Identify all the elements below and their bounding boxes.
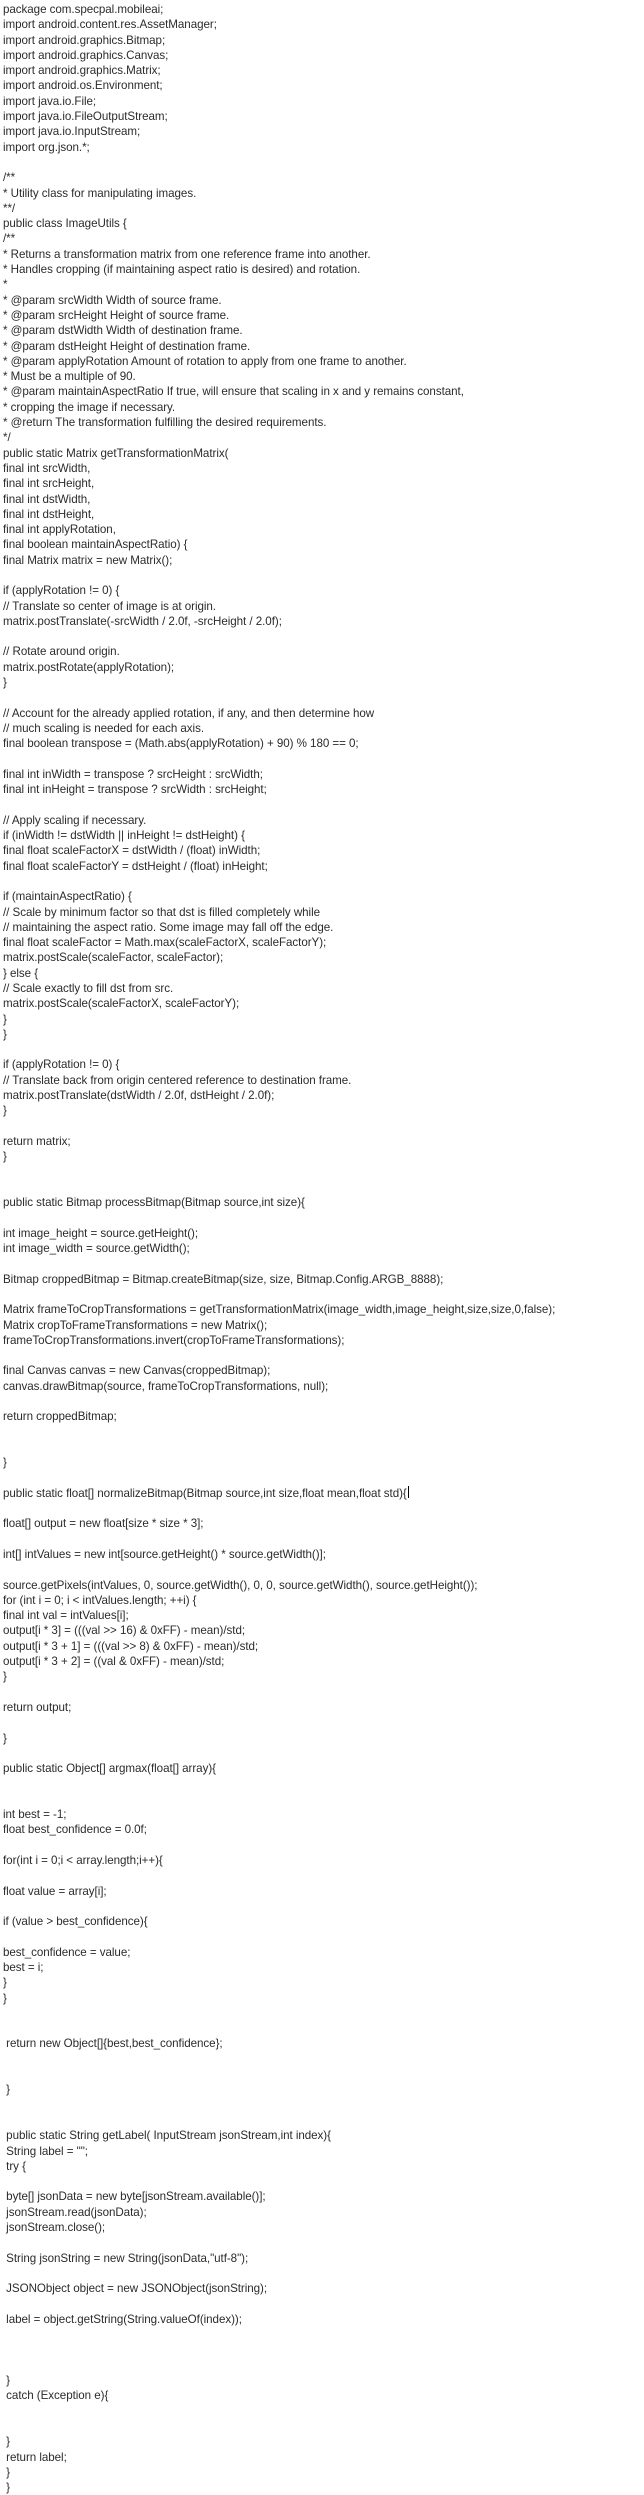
code-line: import android.os.Environment; [3,79,163,93]
blank-line [3,1899,641,1914]
code-line: public static Matrix getTransformationMatrix( [3,446,229,460]
code-line: } [3,676,7,690]
code-line: // Translate back from origin centered reference to destination frame. [3,1073,352,1087]
code-line: float[] output = new float[size * size * 3]; [3,1517,204,1531]
blank-line [3,1165,641,1180]
blank-line [3,797,641,812]
code-line: output[i * 3] = (((val >> 16) & 0xFF) - mean)/std; [3,1624,246,1638]
code-line: **/ [3,201,16,215]
code-line: if (maintainAspectRatio) { [3,890,132,904]
code-line: final int srcWidth, [3,461,91,475]
code-line: catch (Exception e){ [3,2389,109,2403]
blank-line [3,1838,641,1853]
code-line: } [3,2435,10,2449]
blank-line [3,1348,641,1363]
blank-line [3,568,641,583]
code-line: return matrix; [3,1134,71,1148]
code-line: // Rotate around origin. [3,645,120,659]
code-line: } [3,1976,7,1990]
code-line: // much scaling is needed for each axis. [3,721,204,735]
code-line: Matrix cropToFrameTransformations = new Matrix(); [3,1318,268,1332]
blank-line [3,2404,641,2419]
code-line: final Canvas canvas = new Canvas(croppedBitmap); [3,1364,271,1378]
blank-line [3,1471,641,1486]
code-line: * Handles cropping (if maintaining aspect ratio is desired) and rotation. [3,263,361,277]
code-line: } [3,1104,7,1118]
code-line: import java.io.File; [3,94,97,108]
code-line: final int dstWidth, [3,492,91,506]
code-line: for(int i = 0;i < array.length;i++){ [3,1853,163,1867]
code-line: matrix.postScale(scaleFactorX, scaleFactorY); [3,997,240,1011]
code-line: return output; [3,1700,72,1714]
blank-line [3,2342,641,2357]
code-line: byte[] jsonData = new byte[jsonStream.available()]; [3,2190,266,2204]
code-line: frameToCropTransformations.invert(cropToFrameTransformations); [3,1333,345,1347]
code-line: * @param applyRotation Amount of rotation to apply from one frame to another. [3,354,407,368]
code-line: public class ImageUtils { [3,217,127,231]
code-line: if (applyRotation != 0) { [3,584,120,598]
code-line: // Account for the already applied rotation, if any, and then determine how [3,706,375,720]
blank-line [3,1440,641,1455]
blank-line [3,1746,641,1761]
code-line: * Utility class for manipulating images. [3,186,197,200]
code-line: if (applyRotation != 0) { [3,1058,120,1072]
blank-line [3,690,641,705]
code-line: float value = array[i]; [3,1884,107,1898]
blank-line [3,2006,641,2021]
code-line: if (inWidth != dstWidth || inHeight != dstHeight) { [3,829,245,843]
code-line: final float scaleFactorY = dstHeight / (float) inHeight; [3,859,268,873]
blank-line [3,2358,641,2373]
code-document [3,2,641,2495]
code-line: import android.graphics.Canvas; [3,48,169,62]
code-line: final int inHeight = transpose ? srcWidth : srcHeight; [3,783,267,797]
blank-line [3,874,641,889]
code-line: } [3,1012,7,1026]
code-line: * @param dstHeight Height of destination frame. [3,339,251,353]
code-line: final int dstHeight, [3,507,95,521]
blank-line [3,2419,641,2434]
code-line: final int inWidth = transpose ? srcHeight : srcWidth; [3,767,263,781]
blank-line [3,752,641,767]
text-cursor [408,1486,409,1498]
code-line: canvas.drawBitmap(source, frameToCropTransformations, null); [3,1379,329,1393]
blank-line [3,1501,641,1516]
code-line: } [3,1731,7,1745]
code-line: int best = -1; [3,1808,67,1822]
code-line: public static Object[] argmax(float[] array){ [3,1762,216,1776]
blank-line [3,1180,641,1195]
blank-line [3,2297,641,2312]
code-line: int[] intValues = new int[source.getHeight() * source.getWidth()]; [3,1547,326,1561]
code-line: final int applyRotation, [3,523,116,537]
code-line: } [3,1150,7,1164]
blank-line [3,2327,641,2342]
code-line: * Must be a multiple of 90. [3,370,136,384]
blank-line [3,1929,641,1944]
code-line: } [3,1670,7,1684]
code-line: } [3,2083,10,2097]
code-line: String label = ""; [3,2144,88,2158]
code-line: */ [3,431,11,445]
code-line: return label; [3,2450,67,2464]
code-line: } [3,2481,10,2495]
code-line: * Returns a transformation matrix from one reference frame into another. [3,247,371,261]
code-line: import java.io.InputStream; [3,125,141,139]
blank-line [3,1685,641,1700]
code-line: * @param srcWidth Width of source frame. [3,293,222,307]
code-line: final float scaleFactorX = dstWidth / (float) inWidth; [3,844,261,858]
blank-line [3,2052,641,2067]
blank-line [3,1256,641,1271]
code-line: label = object.getString(String.valueOf(index)); [3,2312,242,2326]
code-line: matrix.postScale(scaleFactor, scaleFactor); [3,951,224,965]
code-line: try { [3,2159,26,2173]
code-line: * [3,278,8,292]
code-line: * @param srcHeight Height of source frame. [3,308,230,322]
code-line: } [3,2374,10,2388]
code-line: * @param dstWidth Width of destination frame. [3,324,243,338]
code-line: source.getPixels(intValues, 0, source.getWidth(), 0, 0, source.getWidth(), source.getHeight()); [3,1578,478,1592]
blank-line [3,2113,641,2128]
blank-line [3,2174,641,2189]
code-line: jsonStream.read(jsonData); [3,2205,147,2219]
code-line: import android.graphics.Matrix; [3,64,161,78]
code-line: return new Object[]{best,best_confidence}; [3,2037,223,2051]
code-line: matrix.postTranslate(-srcWidth / 2.0f, -srcHeight / 2.0f); [3,614,282,628]
blank-line [3,2235,641,2250]
code-line: final float scaleFactor = Math.max(scaleFactorX, scaleFactorY); [3,936,327,950]
code-line: final Matrix matrix = new Matrix(); [3,553,173,567]
code-line: final boolean transpose = (Math.abs(applyRotation) + 90) % 180 == 0; [3,737,359,751]
code-line: } [3,2465,10,2479]
code-line: * @param maintainAspectRatio If true, will ensure that scaling in x and y remains constant, [3,385,464,399]
code-line: matrix.postRotate(applyRotation); [3,660,175,674]
blank-line [3,629,641,644]
blank-line [3,2067,641,2082]
blank-line [3,2266,641,2281]
code-line: best = i; [3,1961,44,1974]
code-line: JSONObject object = new JSONObject(jsonString); [3,2282,268,2296]
blank-line [3,1425,641,1440]
blank-line [3,155,641,170]
code-line: int image_width = source.getWidth(); [3,1242,190,1256]
code-line: import android.graphics.Bitmap; [3,33,166,47]
code-line: } [3,1456,7,1470]
code-line: final int srcHeight, [3,477,95,491]
code-line: best_confidence = value; [3,1945,131,1959]
code-line: package com.specpal.mobileai; [3,3,164,16]
code-line: String jsonString = new String(jsonData,"utf-8"); [3,2251,249,2265]
code-line: int image_height = source.getHeight(); [3,1226,198,1240]
code-line: return croppedBitmap; [3,1410,117,1424]
code-line: * @return The transformation fulfilling the desired requirements. [3,416,327,430]
code-line: final boolean maintainAspectRatio) { [3,538,188,552]
blank-line [3,1394,641,1409]
blank-line [3,1868,641,1883]
code-line: output[i * 3 + 2] = ((val & 0xFF) - mean)/std; [3,1655,225,1669]
code-line: public static Bitmap processBitmap(Bitmap source,int size){ [3,1196,305,1210]
code-line: jsonStream.close(); [3,2221,106,2235]
code-line: import android.content.res.AssetManager; [3,18,217,32]
code-line: // Scale exactly to fill dst from src. [3,982,174,995]
code-line: import org.json.*; [3,140,90,154]
blank-line [3,1715,641,1730]
blank-line [3,2021,641,2036]
code-line: public static String getLabel( InputStream jsonStream,int index){ [3,2129,331,2143]
blank-line [3,1042,641,1057]
code-line: } [3,1027,7,1041]
code-line: Matrix frameToCropTransformations = getTransformationMatrix(image_width,image_height,size,size,0,false); [3,1303,556,1317]
code-line: public static float[] normalizeBitmap(Bitmap source,int size,float mean,float std){ [3,1486,407,1500]
code-line: Bitmap croppedBitmap = Bitmap.createBitmap(size, size, Bitmap.Config.ARGB_8888); [3,1272,444,1286]
code-line: // Apply scaling if necessary. [3,813,147,827]
blank-line [3,1119,641,1134]
blank-line [3,1287,641,1302]
code-line: final int val = intValues[i]; [3,1609,129,1623]
code-line: /** [3,232,16,246]
blank-line [3,1210,641,1225]
blank-line [3,2098,641,2113]
code-line: /** [3,171,16,185]
code-line: for (int i = 0; i < intValues.length; ++i) { [3,1593,197,1607]
blank-line [3,1776,641,1791]
code-line: float best_confidence = 0.0f; [3,1823,147,1837]
blank-line [3,1562,641,1577]
code-line: output[i * 3 + 1] = (((val >> 8) & 0xFF) - mean)/std; [3,1639,259,1653]
code-line: import java.io.FileOutputStream; [3,110,168,124]
code-line: } [3,1991,7,2005]
code-line: matrix.postTranslate(dstWidth / 2.0f, dstHeight / 2.0f); [3,1089,275,1103]
code-line: if (value > best_confidence){ [3,1915,148,1929]
blank-line [3,1792,641,1807]
code-line: // Scale by minimum factor so that dst is filled completely while [3,905,320,919]
code-line: // maintaining the aspect ratio. Some image may fall off the edge. [3,920,334,934]
blank-line [3,1532,641,1547]
code-line: // Translate so center of image is at origin. [3,599,216,613]
code-line: * cropping the image if necessary. [3,400,176,414]
code-line: } else { [3,966,39,980]
